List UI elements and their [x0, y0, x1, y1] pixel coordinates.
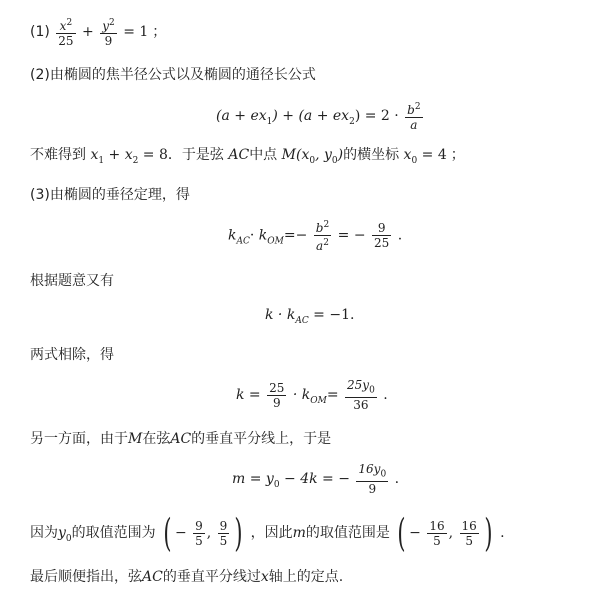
- focal-radius-equation: $(a + ex_1) + (a + ex_2) = 2$ · $\frac{b^2}{a}$: [216, 102, 421, 132]
- slope-product-equation: $k \cdot k_{AC} = -1$.: [265, 307, 355, 326]
- k-expression-equation: k = $\frac{25}{9}$ · $k_{OM}=$ $\frac{25y_0}{36}$ .: [236, 378, 388, 413]
- divide-text: 两式相除，得: [30, 347, 114, 363]
- perpendicular-bisector-text: 另一方面，由于M在弦AC的垂直平分线上，于是: [30, 431, 332, 447]
- given-text: 根据题意又有: [30, 273, 114, 289]
- part-1-line: (1) $\frac{x^2}{25}$ + $\frac{y^2}{9}$ = 1 ；: [30, 18, 167, 48]
- part-1-label: (1): [30, 24, 50, 40]
- part-3-intro: (3)由椭圆的垂径定理，得: [30, 187, 190, 203]
- midpoint-statement: 不难得到 $x_1 + x_2 = 8$．于是弦 AC中点 $M(x_0$, $y_0$)的横坐标 $x_0 = 4$ ；: [30, 147, 465, 166]
- m-expression-equation: $m = y_0 - 4k$ = − $\frac{16y_0}{9}$ .: [232, 462, 400, 497]
- fraction-y2-9: $\frac{y^2}{9}$: [102, 18, 115, 48]
- part-2-intro: (2)由椭圆的焦半径公式以及椭圆的通径长公式: [30, 67, 316, 83]
- final-remark: 最后顺便指出，弦AC的垂直平分线过x轴上的定点.: [30, 569, 344, 585]
- range-statement: 因为$y_0$的取值范围为 ( − $\frac{9}{5}$ , $\frac{9}{5}$ ) ，因此m的取值范围是 ( − $\frac{16}{5}$ , $\frac{16}{5}$ ) .: [30, 511, 505, 555]
- chord-theorem-equation: $k_{AC}\cdot k_{OM}=-$ $\frac{b^2}{a^2}$ = − $\frac{9}{25}$ .: [228, 220, 403, 253]
- fraction-x2-25: $\frac{x^2}{25}$: [58, 18, 74, 48]
